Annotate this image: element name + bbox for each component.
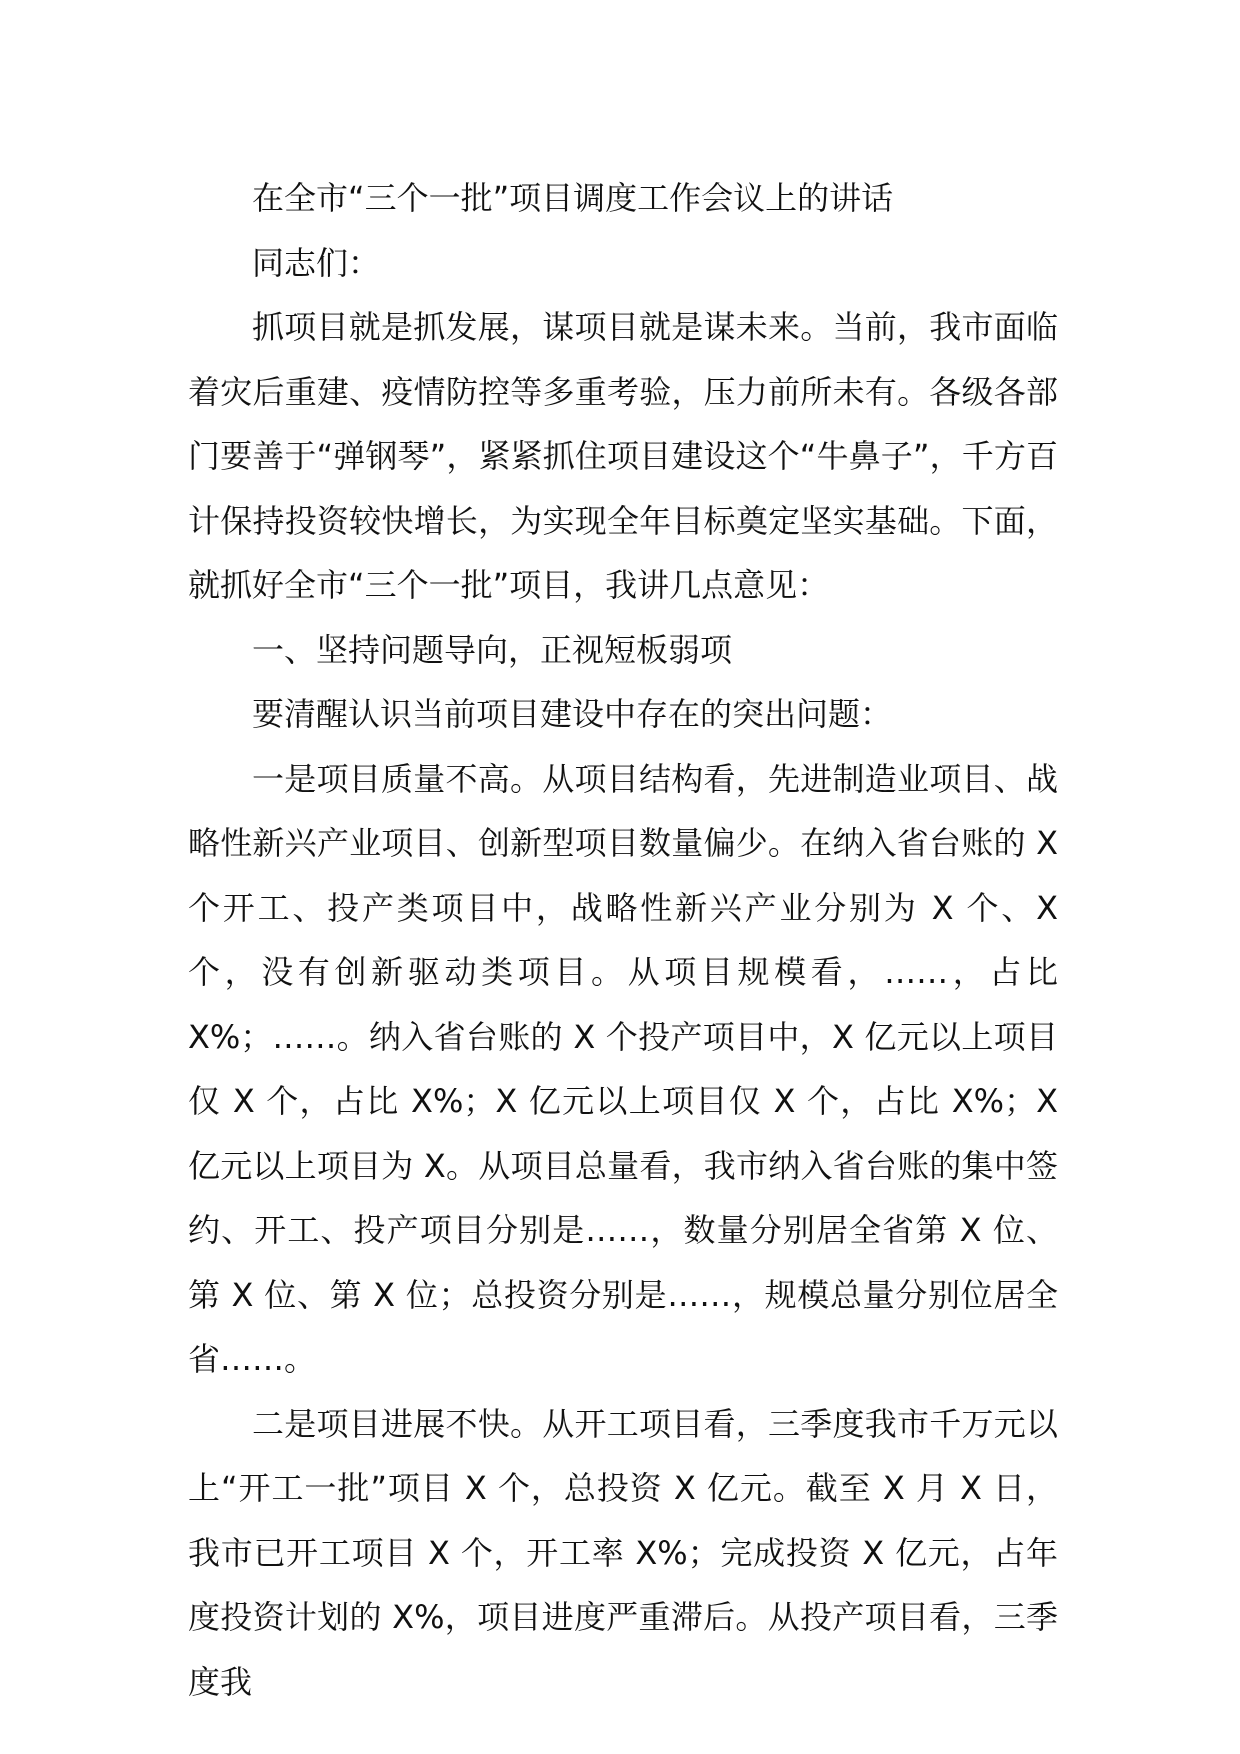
intro-paragraph: 抓项目就是抓发展，谋项目就是谋未来。当前，我市面临着灾后重建、疫情防控等多重考验，压力前所未有。各级各部门要善于“弹钢琴”，紧紧抓住项目建设这个“牛鼻子”，千方百计保持投资较快增长，为实现全年目标奠定坚实基础。下面，就抓好全市“三个一批”项目，我讲几点意见：	[188, 308, 1058, 604]
section-lead: 要清醒认识当前项目建设中存在的突出问题：	[252, 695, 893, 733]
document-title: 在全市“三个一批”项目调度工作会议上的讲话	[252, 179, 894, 217]
point-paragraph: 二是项目进展不快。从开工项目看，三季度我市千万元以上“开工一批”项目 X 个，总投资 X 亿元。截至 X 月 X 日，我市已开工项目 X 个，开工率 X%；完成投资 X 亿元，占年度投资计划的 X%，项目进度严重滞后。从投产项目看，三季度我	[188, 1404, 1058, 1701]
document-body	[188, 166, 1058, 1714]
point-paragraph: 一是项目质量不高。从项目结构看，先进制造业项目、战略性新兴产业项目、创新型项目数量偏少。在纳入省台账的 X 个开工、投产类项目中，战略性新兴产业分别为 X 个、X 个，没有创新驱动类项目。从项目规模看，……，占比 X%；……。纳入省台账的 X 个投产项目中，X 亿元以上项目仅 X 个，占比 X%；X 亿元以上项目仅 X 个，占比 X%；X 亿元以上项目为 X。从项目总量看，我市纳入省台账的集中签约、开工、投产项目分别是……，数量分别居全省第 X 位、第 X 位、第 X 位；总投资分别是……，规模总量分别位居全省……。	[188, 759, 1058, 1378]
section-heading: 一、坚持问题导向，正视短板弱项	[252, 630, 733, 669]
salutation: 同志们：	[252, 243, 381, 282]
